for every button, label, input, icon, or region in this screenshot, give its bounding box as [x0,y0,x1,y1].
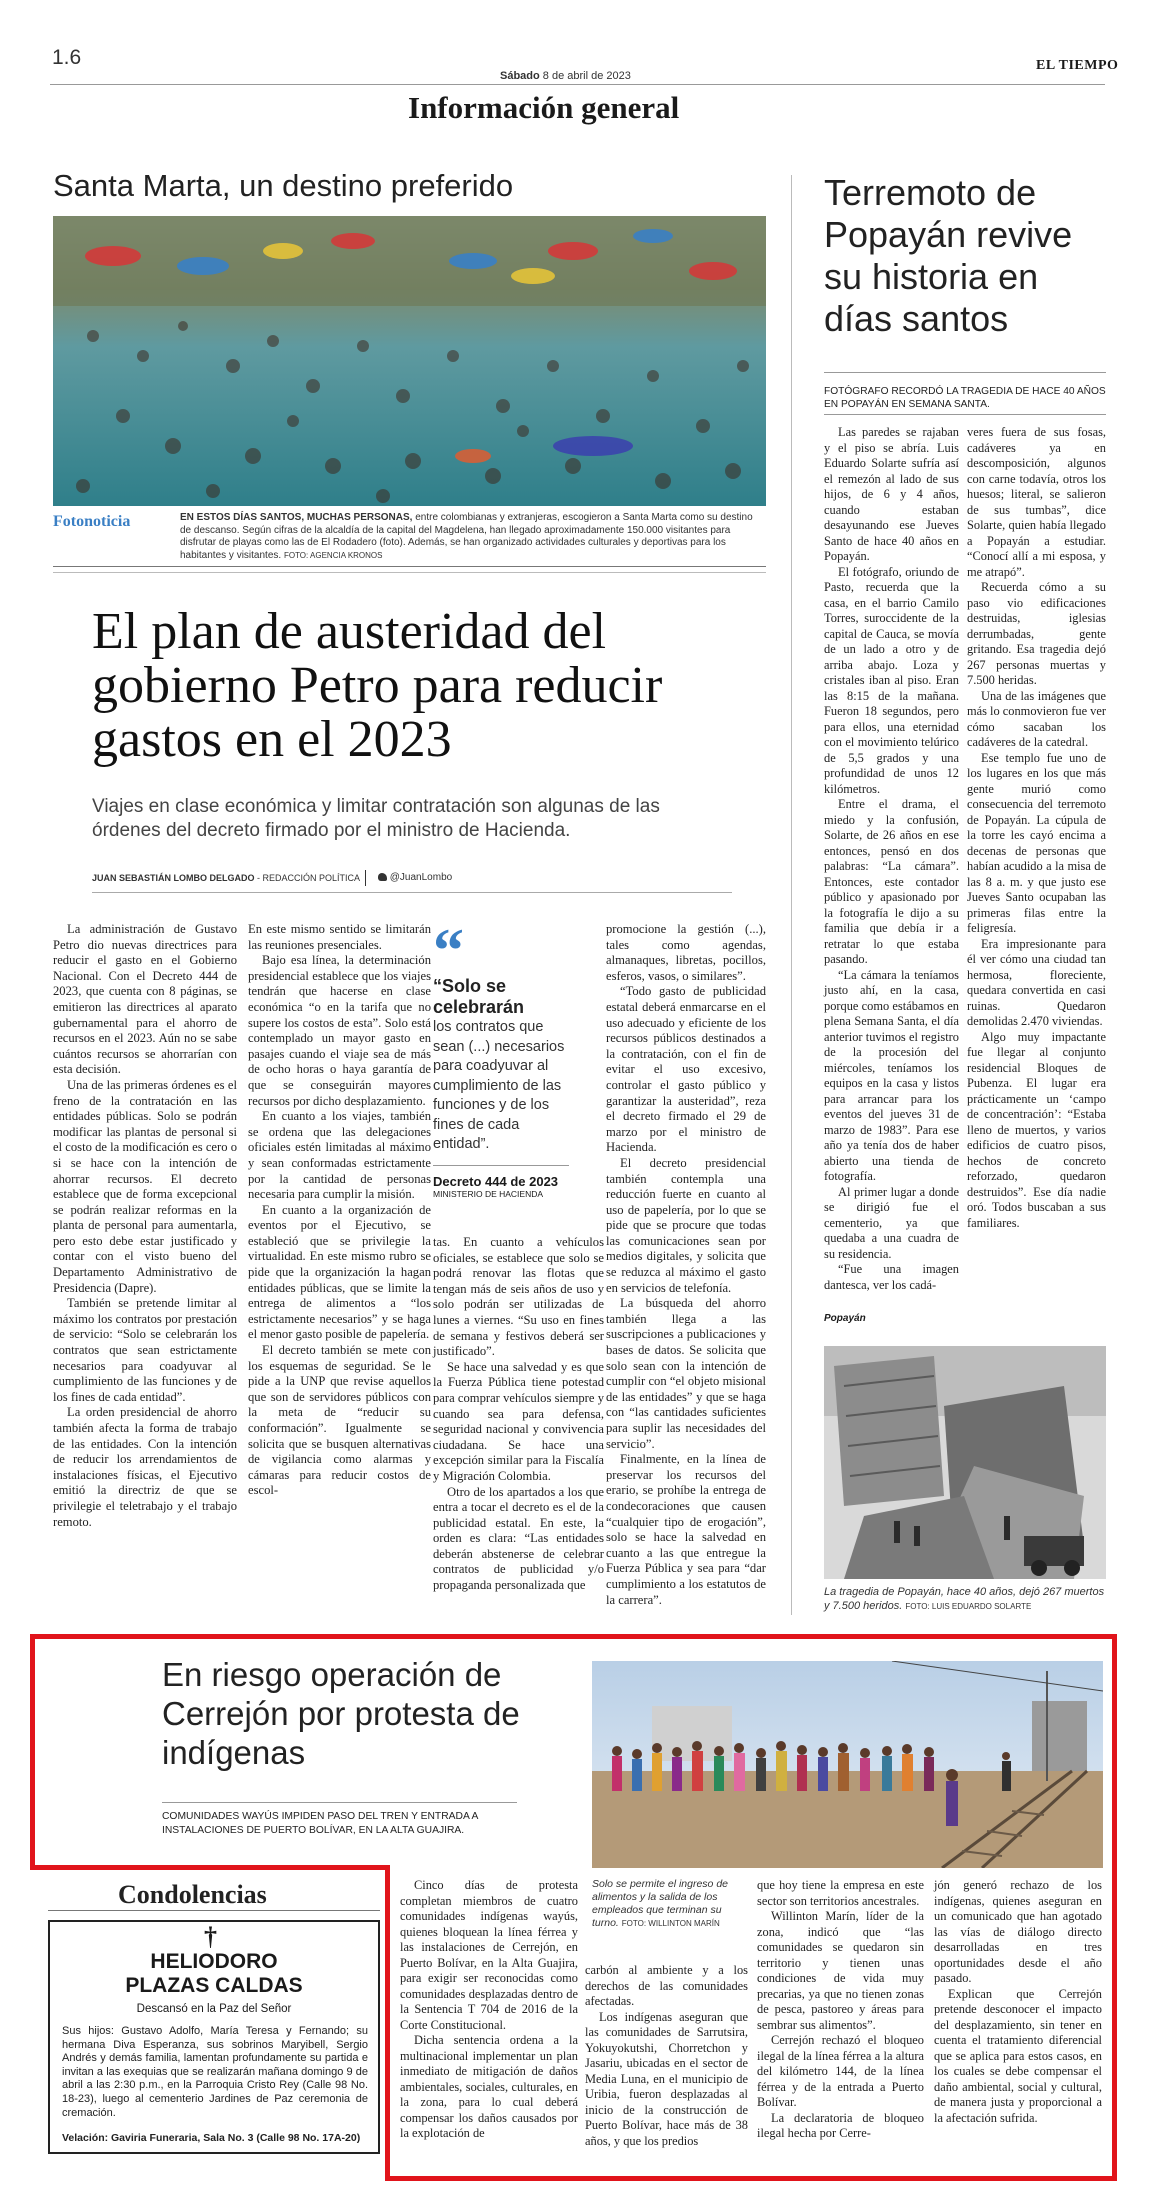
paragraph: En este mismo sentido se limitarán las reuniones presenciales. [248,922,431,952]
caption-body: entre colombianas y extranjeras, escogieron a Santa Marta como su destino de descanso. Según cifras de la alcaldía de la capital del Magdelena, han llegado aproximadamente 150.000 visitantes para disfrutar de playas como las de El Rodadero (foto). Además, se han organizado actividades culturales y deportivas para los habitantes y visitantes. [180,512,753,561]
deceased-name-1: HELIODORO [150,1950,278,1973]
paragraph: que hoy tiene la empresa en este sector son territorios ancestrales. [757,1878,924,1908]
cerrejon-col-4 [934,1878,1102,2126]
terremoto-col-2 [967,425,1106,1231]
rip-line: Descansó en la Paz del Señor [136,2003,292,2015]
paragraph: El decreto presidencial también contempla una reducción fuerte en cuanto al uso de papelería, por lo que se pide que se procure que todas las comunicaciones sean por medios digitales, y solicita que se reduzca al máximo el gasto en servicios de telefonía. [606,1155,766,1295]
austeridad-col-3 [433,1235,604,1594]
austeridad-subhead: Viajes en clase económica y limitar contratación son algunas de las órdenes del decreto firmado por el ministro de Hacienda. [92,796,660,841]
condolencias-body: Sus hijos: Gustavo Adolfo, María Teresa y Fernando; su hermana Diva Esperanza, sus sobrinos Maryibell, Sergio Andrés y demás familia, lamentan profundamente su partida e invitan a las exequias que se realizarán mañana domingo 9 de abril a las 2:30 p.m., en la Parroquia Cristo Rey (Calle 98 No. 18-23), luego al cementerio Jardines de Paz ceremonia de cremación. [62,2025,368,2119]
byline-divider [365,870,366,886]
cerrejon-caption-credit: FOTO: WILLINTON MARÍN [621,1919,720,1928]
santa-marta-beach-photo [53,216,766,506]
twitter-handle[interactable]: @JuanLombo [389,872,453,883]
condolencias-rule [48,1910,380,1911]
page-number: 1.6 [52,46,82,69]
cross-icon: † [204,1922,217,1951]
austeridad-col-1 [53,922,237,1530]
austeridad-col-2 [248,922,431,1499]
paragraph: tas. En cuanto a vehículos oficiales, se establece que solo se podrá renovar las flotas que tengan más de seis años de uso y solo podrán ser utilizadas de lunes a viernes. “Su uso en fines de semana y festivos deberá ser justificado”. [433,1235,604,1359]
section-title: Información general [408,90,680,125]
paragraph: “Todo gasto de publicidad estatal deberá enmarcarse en el uso adecuado y eficiente de los recursos públicos destinados a la contratación, con el fin de evitar el uso excesivo, controlar el gasto público y garantizar la austeridad”, reza el decreto firmado el 29 de marzo por el ministro de Hacienda. [606,984,766,1155]
byline-twitter[interactable] [378,872,452,883]
paragraph: Dicha sentencia ordena a la multinacional implementar un plan inmediato de mitigación de daños ambientales, sociales, culturales, en la zona, para lo cual deberá compensar los daños causados por la explotación de [400,2033,578,2140]
paragraph: “La cámara la teníamos justo ahí, en la casa, porque como estábamos en plena Semana Santa, el día anterior tuvimos el registro de la procesión del miércoles, teníamos los equipos en la casa y listos para arrancar para los eventos del jueves 31 de marzo de 1983”. Para ese año ya tenía dos de haber abierto una tienda de fotografía. [824,967,959,1183]
paragraph: La administración de Gustavo Petro dio nuevas directrices para reducir el gasto en el Gobierno Nacional. Con el Decreto 444 de 2023, que cuenta con 8 páginas, se emitieron las directrices al aparato gubernamental para el ahorro de recursos en el 2023. Aún no se sabe cuántos recursos se ahorrarían con esta decisión. [53,922,237,1077]
paragraph: La declaratoria de bloqueo ilegal hecha por Cerre- [757,2110,924,2140]
cerrejon-headline: En riesgo operación de Cerrejón por protesta de indígenas [162,1656,520,1771]
fotonoticia-label: Fotonoticia [53,513,131,530]
paragraph: El fotógrafo, oriundo de Pasto, recuerda que la casa, en el barrio Camilo Torres, suroccidente de la capital de Cauca, se movía de un lado a otro y de arriba abajo. Loza y cristales iban al piso. Eran las 8:15 de la mañana. Fueron 18 segundos, pero para ellos, una eternidad con el movimiento telúrico de 5,5 grados y una profundidad de unos 12 kilómetros. [824,564,959,796]
paragraph: Ese templo fue uno de los lugares en los que más gente murió como consecuencia del terremoto de Popayán. La cúpula de la torre les cayó encima a decenas de personas que habían acudido a la misa de las 8 a. m. y que justo ese Jueves Santo ocupaban las primeras filas entre la feligresía. [967,750,1106,935]
cerrejon-col-3 [757,1878,924,2142]
paragraph: Era impresionante para él ver cómo una ciudad tan hermosa, floreciente, quedara convertida en casi ruinas. Quedaron demolidas 2.470 viviendas. [967,936,1106,1028]
paragraph: Entre el drama, el miedo y la confusión, Solarte, de 26 años en ese entonces, pensó en dos palabras: “La cámara”. Entonces, este contador público y apasionado por la fotografía le dijo a su familia que debía ir a retratar lo que estaba pasando. [824,797,959,966]
quote-lead: “Solo se celebrarán [433,976,525,1017]
byline-author: JUAN SEBASTIÁN LOMBO DELGADO [92,873,255,883]
paragraph: carbón al ambiente y a los derechos de las comunidades afectadas. [585,1963,748,2008]
page-date [500,70,631,82]
byline-rule [92,892,732,893]
paragraph: promocione la gestión (...), tales como agendas, almanaques, libretas, pocillos, esferos, vasos, o similares”. [606,922,766,983]
paragraph: Una de las imágenes que más lo conmovieron fue ver cómo sacaban los cadáveres de la catedral. [967,688,1107,749]
caption-lead: EN ESTOS DÍAS SANTOS, MUCHAS PERSONAS, [180,512,413,523]
cerrejon-col-2 [585,1963,748,2149]
terremoto-rule [824,372,1106,373]
paragraph: La orden presidencial de ahorro también afecta la forma de trabajo de las entidades. Con la intención de reducir los arrendamientos de instalaciones físicas, el Ejecutivo emitió la directriz de que se privilegie el teletrabajo y el trabajo remoto. [53,1405,237,1529]
cerrejon-caption-text: Solo se permite el ingreso de alimentos y la salida de los empleados que terminan su turno. [592,1878,728,1929]
cerrejon-box-join [30,1865,390,1870]
paragraph: Otro de los apartados a los que entra a tocar el decreto es el de la publicidad estatal. En este, la orden es clara: “Las entidades deberán abstenerse de celebrar contratos de publicidad y/o propaganda personalizada que [433,1484,604,1593]
paragraph: En cuanto a los viajes, también se ordena que las delegaciones oficiales estén limitadas al máximo y sean conformadas estrictamente por la cantidad de personas necesaria para cumplir la misión. [248,1109,431,1202]
quote-text: los contratos que sean (...) necesarios para coadyuvar al cumplimiento de las funciones y de los fines de cada entidad”. [433,1019,565,1152]
column-divider [791,175,792,1615]
terremoto-col-1 [824,425,959,1293]
byline-desk: - REDACCIÓN POLÍTICA [254,873,361,883]
paragraph: Las paredes se rajaban y el piso se abría. Luis Eduardo Solarte sufría así el remezón al lado de sus hijos, de 6 y 4 años, cuando estaban desayunando ese Jueves Santo de hace 40 años en Popayán. [824,425,959,563]
popayan-caption [824,1586,1106,1613]
quote-mark-icon: “ [433,917,464,985]
cerrejon-col-1 [400,1878,578,2142]
santa-marta-rule [53,566,766,567]
paragraph: La búsqueda del ahorro también llega a las suscripciones a publicaciones y bases de datos. Se solicita que solo sean con la intención de cumplir con “el objeto misional de las entidades” y que se haga con “las cantidades suficientes para suplir las necesidades del servicio”. [606,1296,766,1451]
paragraph: jón generó rechazo de los indígenas, quienes aseguran en un comunicado que han agotado las vías de diálogo directo desarrolladas en tres oportunidades desde el año pasado. [934,1878,1102,1985]
cerrejon-protest-photo [592,1661,1103,1868]
condolencias-velacion: Velación: Gaviria Funeraria, Sala No. 3 (Calle 98 No. 17A-20) [62,2132,361,2144]
paragraph: Willinton Marín, líder de la zona, indicó que “las comunidades se quedaron sin territorio y tienen unas condiciones de vida muy precarias, ya que no tienen zonas de pesca, pastoreo y áreas para sembrar sus alimentos”. [757,1909,924,2032]
date-rest: 8 de abril de 2023 [542,70,631,82]
paragraph: Cerrejón rechazó el bloqueo ilegal de la línea férrea a la altura del kilómetro 144, de la línea férrea y de la entrada a Puerto Bolívar. [757,2033,924,2109]
austeridad-byline [92,873,360,883]
austeridad-col-4 [606,922,766,1608]
paragraph: Los indígenas aseguran que las comunidades de Sarrutsira, Yokuyokutshi, Chorretchon y Jasariu, ubicadas en el sector de Media Luna, en el municipio de Uribia, fueron desplazadas al inicio de la construcción de Puerto Bolívar, hace más de 38 años, y que los predios [585,2009,748,2148]
paragraph: Se hace una salvedad y es que la Fuerza Pública tiene potestad para comprar vehículos siempre y cuando sea para defensa, seguridad nacional y convivencia ciudadana. Se hace una excepción similar para la Fiscalía y Migración Colombia. [433,1359,604,1483]
paragraph: Bajo esa línea, la determinación presidencial establece que los viajes tendrán que hacerse en clase económica “o en la tarifa que no supere los costos de esta”. Solo está contemplado un mayor gasto en pasajes cuando el viaje sea de más de ocho horas o haya garantía de que se conseguirán mayores recursos por dicho desplazamiento. [248,953,431,1108]
paragraph: Una de las primeras órdenes es el freno de la contratación en las entidades públicas. Solo se podrán modificar las plantas de personal si el costo de la modificación es cero o si se hace con la intención de ahorrar recursos. El decreto establece que de forma excepcional se podrán realizar reformas en la planta de personal para aumentarla, pero esto debe estar justificado y contar con el visto bueno del Departamento Administrativo de Presidencia (Dapre). [53,1077,237,1295]
paragraph: Recuerda cómo a su paso vio edificaciones destruidas, iglesias derrumbadas, gente gritando. Esa tragedia dejó 267 personas muertas y 7.500 heridas. [967,580,1106,687]
newspaper-logo: EL TIEMPO [1036,58,1119,73]
paragraph: El decreto también se mete con los esquemas de seguridad. Se le pide a la UNP que revise aquellos que son de servidores públicos con la meta de “reducir su conformación”. Igualmente se solicita que se busquen alternativas de vigilancia como alarmas y cámaras para reducir costos de escol- [248,1343,431,1498]
popayan-ruins-photo [824,1346,1106,1579]
caption-credit: FOTO: AGENCIA KRONOS [283,550,383,560]
popayan-caption-text: La tragedia de Popayán, hace 40 años, dejó 267 muertos y 7.500 heridos. [824,1586,1105,1612]
condolencias-title: Condolencias [118,1880,267,1909]
popayan-caption-credit: FOTO: LUIS EDUARDO SOLARTE [905,1601,1032,1611]
santa-marta-caption [180,512,766,562]
header-rule [50,84,1105,85]
popayan-photo-label: Popayán [824,1313,866,1324]
deceased-name-2: PLAZAS CALDAS [125,1974,303,1997]
terremoto-kicker-rule [824,414,1106,415]
cerrejon-photo-caption [592,1878,742,1930]
paragraph: Explican que Cerrejón pretende desconocer el impacto del desplazamiento, sin tener en cuenta el tratamiento diferencial que se aplica para estos casos, en los cuales se debe compensar el daño ambiental, social y cultural, de manera justa y proporcional a la afectación sufrida. [934,1986,1102,2125]
paragraph: También se pretende limitar al máximo los contratos por prestación de servicio: “Solo se celebrarán los contratos que sean estrictamente necesarios para coadyuvar al cumplimiento de las funciones y de los fines de cada entidad”. [53,1296,237,1404]
terremoto-headline: Terremoto de Popayán revive su historia en días santos [824,172,1073,339]
paragraph: veres fuera de sus fosas, cadáveres ya en descomposición, algunos con carne todavía, otros los huesos; literal, se salieron de sus tumbas”, dice Solarte, quien había llegado a Popayán a estudiar. “Conocí allí a mi esposa, y me atrapó”. [967,425,1106,579]
paragraph: Al primer lugar a donde se dirigió fue el cementerio, ya que quedaba a una cuadra de su residencia. [824,1184,959,1261]
twitter-icon [378,873,387,881]
terremoto-kicker: FOTÓGRAFO RECORDÓ LA TRAGEDIA DE HACE 40 AÑOS EN POPAYÁN EN SEMANA SANTA. [824,386,1106,410]
austeridad-headline: El plan de austeridad del gobierno Petro para reducir gastos en el 2023 [92,603,663,768]
cerrejon-rule [162,1802,517,1803]
paragraph: Finalmente, en la línea de preservar los recursos del erario, se prohíbe la entrega de condecoraciones que causen “cualquier tipo de erogación”, solo se hace la salvedad en cuanto a las que entregue la Fuerza Pública y sea para “dar cumplimiento a los estatutos de la carrera”. [606,1452,766,1607]
quote-source: Decreto 444 de 2023 [433,1173,559,1189]
fotonoticia-title: Santa Marta, un destino preferido [53,168,514,203]
quote-source-sub: MINISTERIO DE HACIENDA [433,1188,544,1199]
santa-marta-rule-2 [53,572,766,573]
paragraph: “Fue una imagen dantesca, ver los cadá- [824,1262,959,1292]
pull-quote [433,917,569,1199]
paragraph: En cuanto a la organización de eventos por el Ejecutivo, se estableció que se privilegie la virtualidad. En este mismo rubro se pide que la organización la hagan entidades públicas, que se limite la entrega de alimentos a “los estrictamente necesarios” y se haga el menor gasto posible de papelería. [248,1202,431,1342]
paragraph: Algo muy impactante fue llegar al conjunto residencial Bloques de Pubenza. El lugar era prácticamente un ‘campo de concentración’: “Estaba lleno de muertos, y varios edificios de cuatro pisos, hechos de concreto reforzado, quedaron destruidos”. Ese día nadie oró. Todos buscaban a sus familiares. [967,1029,1106,1230]
cerrejon-kicker: COMUNIDADES WAYÚS IMPIDEN PASO DEL TREN Y ENTRADA A INSTALACIONES DE PUERTO BOLÍVAR, EN LA ALTA GUAJIRA. [162,1811,478,1836]
date-day: Sábado [500,70,540,82]
paragraph: Cinco días de protesta completan miembros de cuatro comunidades indígenas wayús, quienes bloquean la línea férrea y las instalaciones de Cerrejón, en Puerto Bolívar, en la Alta Guajira, para exigir ser reconocidas como comunidades desplazadas dentro de la Sentencia T 704 de 2016 de la Corte Constitucional. [400,1878,578,2032]
